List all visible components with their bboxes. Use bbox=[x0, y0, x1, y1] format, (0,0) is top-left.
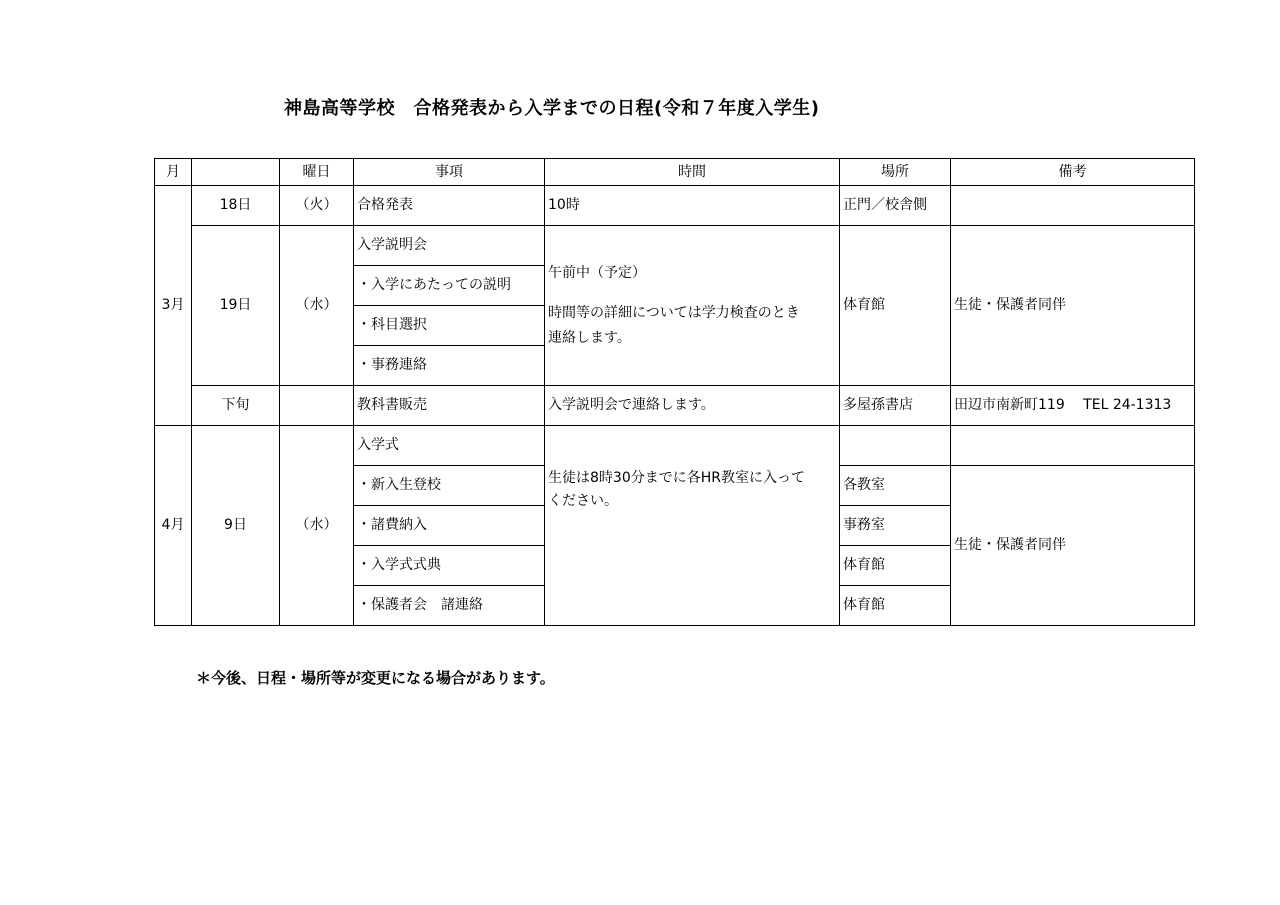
time-line: 連絡します。 bbox=[548, 329, 631, 346]
time-line: 生徒は8時30分までに各HR教室に入って bbox=[548, 470, 805, 487]
weekday-cell: （水） bbox=[280, 426, 354, 626]
table-row bbox=[155, 386, 1195, 426]
notes-cell bbox=[951, 186, 1195, 226]
time-cell: 10時 bbox=[545, 186, 840, 226]
header-place: 場所 bbox=[840, 159, 951, 186]
item-cell: ・新入生登校 bbox=[354, 466, 545, 506]
weekday-cell: （火） bbox=[280, 186, 354, 226]
month-cell-april: 4月 bbox=[155, 426, 192, 626]
schedule-table bbox=[154, 158, 1195, 626]
time-cell bbox=[545, 226, 840, 386]
place-cell: 体育館 bbox=[840, 226, 951, 386]
header-month: 月 bbox=[155, 159, 192, 186]
time-line: ください。 bbox=[548, 492, 618, 509]
weekday-cell: （水） bbox=[280, 226, 354, 386]
page-title: 神島高等学校 合格発表から入学までの日程(令和７年度入学生) bbox=[284, 98, 820, 119]
item-cell: ・入学にあたっての説明 bbox=[354, 266, 545, 306]
month-cell-march: 3月 bbox=[155, 186, 192, 426]
table-row bbox=[155, 226, 1195, 266]
item-cell: 入学説明会 bbox=[354, 226, 545, 266]
place-cell: 事務室 bbox=[840, 506, 951, 546]
notes-cell bbox=[951, 426, 1195, 466]
place-cell: 正門／校舎側 bbox=[840, 186, 951, 226]
time-line: 時間等の詳細については学力検査のとき bbox=[548, 305, 800, 322]
item-cell: ・入学式式典 bbox=[354, 546, 545, 586]
day-cell: 下旬 bbox=[192, 386, 280, 426]
notes-cell: 田辺市南新町119 TEL 24-1313 bbox=[951, 386, 1195, 426]
notes-cell: 生徒・保護者同伴 bbox=[951, 226, 1195, 386]
header-item: 事項 bbox=[354, 159, 545, 186]
notes-cell: 生徒・保護者同伴 bbox=[951, 466, 1195, 626]
weekday-cell bbox=[280, 386, 354, 426]
day-cell: 19日 bbox=[192, 226, 280, 386]
day-cell: 18日 bbox=[192, 186, 280, 226]
item-cell: ・諸費納入 bbox=[354, 506, 545, 546]
item-cell: 教科書販売 bbox=[354, 386, 545, 426]
time-cell bbox=[545, 426, 840, 626]
header-weekday: 曜日 bbox=[280, 159, 354, 186]
footnote: ＊今後、日程・場所等が変更になる場合があります。 bbox=[196, 669, 555, 687]
item-cell: ・事務連絡 bbox=[354, 346, 545, 386]
table-row bbox=[155, 426, 1195, 466]
item-cell: 入学式 bbox=[354, 426, 545, 466]
place-cell: 各教室 bbox=[840, 466, 951, 506]
day-cell: 9日 bbox=[192, 426, 280, 626]
header-notes: 備考 bbox=[951, 159, 1195, 186]
item-cell: 合格発表 bbox=[354, 186, 545, 226]
item-cell: ・科目選択 bbox=[354, 306, 545, 346]
place-cell: 体育館 bbox=[840, 546, 951, 586]
time-cell: 入学説明会で連絡します。 bbox=[545, 386, 840, 426]
table-row bbox=[155, 186, 1195, 226]
time-line: 午前中（予定） bbox=[548, 265, 646, 282]
place-cell bbox=[840, 426, 951, 466]
place-cell: 体育館 bbox=[840, 586, 951, 626]
item-cell: ・保護者会 諸連絡 bbox=[354, 586, 545, 626]
header-day bbox=[192, 159, 280, 186]
place-cell: 多屋孫書店 bbox=[840, 386, 951, 426]
header-time: 時間 bbox=[545, 159, 840, 186]
header-row bbox=[155, 159, 1195, 186]
